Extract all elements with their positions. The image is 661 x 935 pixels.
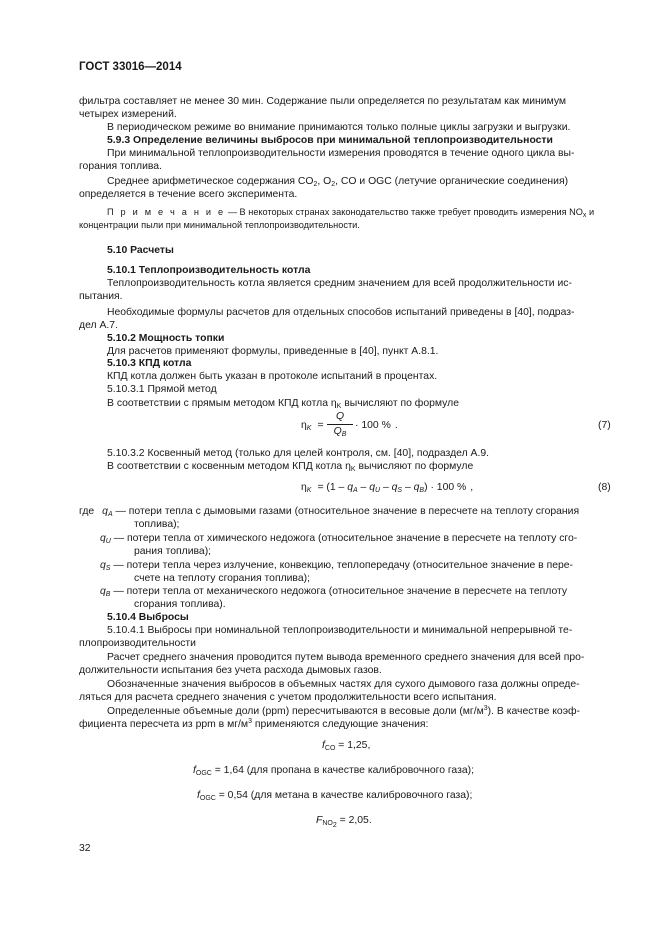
- legend-line: $q_U$ — потери тепла от химического недожога (относительное значение в пересчете на теплоту сго-: [100, 533, 578, 545]
- paragraph-line: фициента пересчета из ppm в $мг/м^3$ применяются следующие значения:: [79, 718, 429, 730]
- section-heading: 5.10 Расчеты: [107, 245, 174, 256]
- paragraph-line: дел А.7.: [79, 320, 118, 331]
- fraction-numerator: Q: [335, 411, 345, 422]
- legend-line: топлива);: [134, 519, 180, 530]
- equation-number: (8): [598, 482, 611, 493]
- coefficient-ogc-propane: $f_{OGC} = 1,64$ (для пропана в качестве калибровочного газа);: [193, 765, 474, 777]
- paragraph-line: четырех измерений.: [79, 109, 177, 120]
- paragraph-line: ляться для расчета среднего значения с учетом продолжительности всего испытания.: [79, 692, 497, 703]
- paragraph-line: При минимальной теплопроизводительности измерения проводятся в течение одного цикла вы-: [107, 148, 575, 159]
- note-line: П р и м е ч а н и е — В некоторых странах законодательство также требует проводить измерения $NO_x$ и: [107, 207, 595, 219]
- note-label: П р и м е ч а н и е: [107, 207, 226, 217]
- page-number: 32: [79, 843, 91, 854]
- legend-line: где $q_A$ — потери тепла с дымовыми газами (относительное значение в пересчете на теплоту сгорания: [79, 506, 580, 518]
- paragraph-line: В периодическом режиме во внимание принимаются только полные циклы загрузки и выгрузки.: [107, 122, 571, 133]
- paragraph-line: 5.10.3.1 Прямой метод: [107, 384, 217, 395]
- paragraph-line: В соответствии с косвенным методом КПД котла $\eta_K$ вычисляют по формуле: [107, 461, 474, 473]
- eta-symbol: $\eta_K$ =: [301, 420, 324, 432]
- formula-tail: · 100 % .: [355, 420, 398, 431]
- formula-body: $\eta_K = (1 - q_A - q_U - q_S - q_B) \cdot 100$ % ,: [301, 482, 474, 494]
- paragraph-line: определяется в течение всего эксперимента.: [79, 189, 298, 200]
- fraction-denominator: $Q_B$: [333, 426, 347, 438]
- paragraph-line: КПД котла должен быть указан в протоколе испытаний в процентах.: [107, 371, 438, 382]
- legend-line: сгорания топлива).: [134, 599, 226, 610]
- paragraph-line: Определенные объемные доли (ppm) пересчитываются в весовые доли $(мг/м^3)$. В качестве коэф-: [107, 705, 581, 717]
- section-heading: 5.10.4 Выбросы: [107, 612, 189, 623]
- paragraph-line: фильтра составляет не менее 30 мин. Содержание пыли определяется по результатам как минимум: [79, 96, 567, 107]
- coefficient-no2: $F_{NO_2} = 2,05$.: [316, 815, 372, 829]
- paragraph-line: Обозначенные значения выбросов в объемных частях для сухого дымового газа должны опреде-: [107, 679, 580, 690]
- paragraph-line: В соответствии с прямым методом КПД котла $\eta_K$ вычисляют по формуле: [107, 398, 459, 410]
- legend-line: $q_S$ — потери тепла через излучение, конвекцию, теплопередачу (относительное значение в пере-: [100, 560, 574, 572]
- legend-line: $q_B$ — потери тепла от механического недожога (относительное значение в пересчете на теплоту: [100, 586, 568, 598]
- section-heading: 5.10.1 Теплопроизводительность котла: [107, 265, 311, 276]
- paragraph-line: Среднее арифметическое содержания $CO_2$, $O_2$, CO и OGC (летучие органические соединения): [107, 176, 569, 188]
- legend-line: счете на теплоту сгорания топлива);: [134, 573, 310, 584]
- document-header: ГОСТ 33016—2014: [79, 61, 182, 73]
- paragraph-line: пытания.: [79, 291, 123, 302]
- paragraph-line: 5.10.4.1 Выбросы при номинальной теплопроизводительности и минимальной непрерывной те-: [107, 625, 573, 636]
- coefficient-co: $f_{CO} = 1,25$,: [322, 740, 371, 752]
- equation-number: (7): [598, 420, 611, 431]
- legend-line: рания топлива);: [134, 546, 212, 557]
- fraction-line: [327, 424, 353, 425]
- section-heading: 5.10.3 КПД котла: [107, 358, 192, 369]
- paragraph-line: горания топлива.: [79, 161, 162, 172]
- section-heading: 5.9.3 Определение величины выбросов при минимальной теплопроизводительности: [107, 135, 553, 146]
- note-line: концентрации пыли при минимальной теплопроизводительности.: [79, 220, 360, 230]
- section-heading: 5.10.2 Мощность топки: [107, 333, 225, 344]
- paragraph-line: должительности испытания без учета расхода дымовых газов.: [79, 665, 382, 676]
- paragraph-line: Для расчетов применяют формулы, приведенные в [40], пункт А.8.1.: [107, 346, 439, 357]
- paragraph-line: Теплопроизводительность котла является средним значением для всей продолжительности ис-: [107, 278, 572, 289]
- paragraph-line: 5.10.3.2 Косвенный метод (только для целей контроля, см. [40], подраздел А.9.: [107, 448, 489, 459]
- paragraph-line: плопроизводительности: [79, 638, 196, 649]
- coefficient-ogc-methane: $f_{OGC} = 0,54$ (для метана в качестве калибровочного газа);: [197, 790, 473, 802]
- paragraph-line: Расчет среднего значения проводится путем вывода временного среднего значения для всей про-: [107, 652, 585, 663]
- paragraph-line: Необходимые формулы расчетов для отдельных способов испытаний приведены в [40], подраз-: [107, 307, 575, 318]
